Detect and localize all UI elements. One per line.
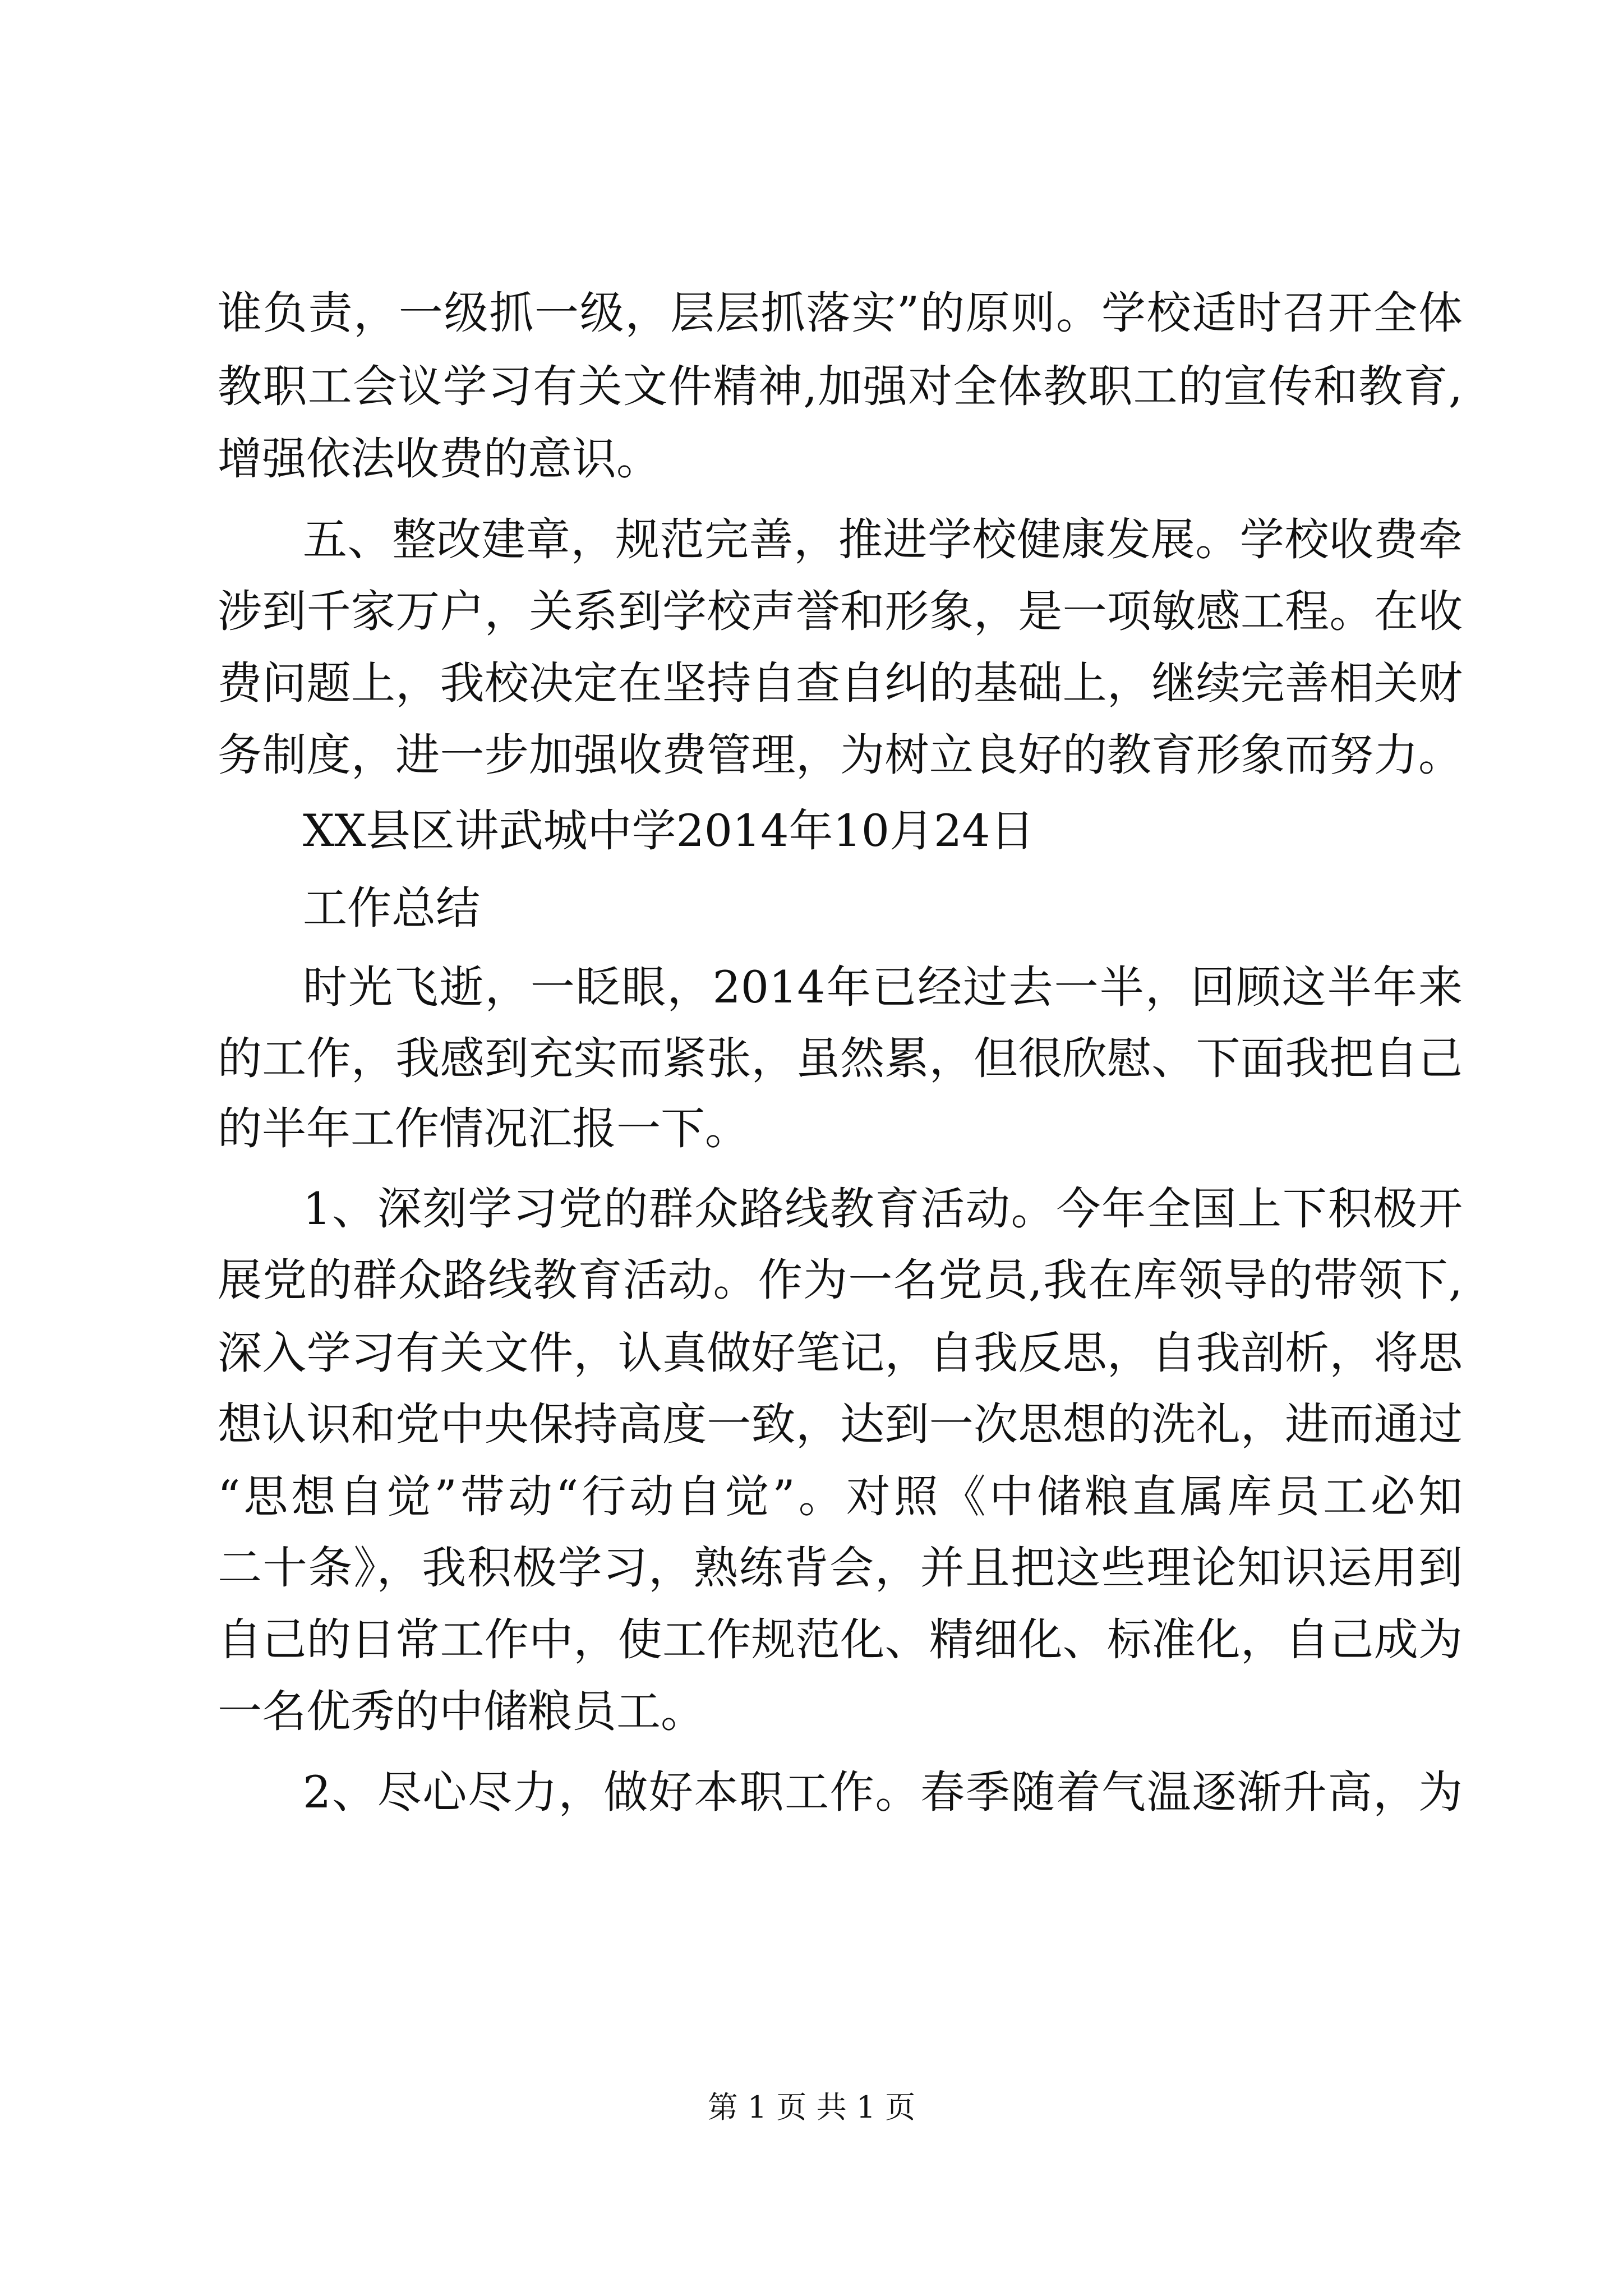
signature-date-line: XX县区讲武城中学2014年10月24日 [303, 805, 1035, 857]
paragraph-line: 五、整改建章，规范完善，推进学校健康发展。学校收费牵 [303, 514, 1463, 565]
page-number-footer: 第 1 页 共 1 页 [707, 2090, 916, 2125]
paragraph-line: 增强依法收费的意识。 [218, 433, 661, 485]
paragraph-line: 展党的群众路线教育活动。作为一名党员,我在库领导的带领下, [218, 1254, 1463, 1306]
paragraph-line: 的半年工作情况汇报一下。 [218, 1103, 749, 1154]
paragraph-line: 一名优秀的中储粮员工。 [218, 1686, 705, 1737]
paragraph-line: 涉到千家万户，关系到学校声誉和形象，是一项敏感工程。在收 [218, 586, 1463, 637]
paragraph-line: 1、深刻学习党的群众路线教育活动。今年全国上下积极开 [303, 1183, 1463, 1235]
paragraph-line: 自己的日常工作中，使工作规范化、精细化、标准化，自己成为 [218, 1614, 1463, 1665]
paragraph-line: 深入学习有关文件，认真做好笔记，自我反思，自我剖析，将思 [218, 1327, 1463, 1379]
paragraph-line: 想认识和党中央保持高度一致，达到一次思想的洗礼，进而通过 [218, 1398, 1463, 1450]
paragraph-line: 二十条》，我积极学习，熟练背会，并且把这些理论知识运用到 [218, 1542, 1463, 1594]
paragraph-line: 时光飞逝，一眨眼，2014年已经过去一半，回顾这半年来 [303, 961, 1463, 1013]
section-title: 工作总结 [303, 882, 480, 934]
paragraph-line: “思想自觉”带动“行动自觉”。对照《中储粮直属库员工必知 [218, 1471, 1463, 1522]
paragraph-line: 2、尽心尽力，做好本职工作。春季随着气温逐渐升高，为 [303, 1766, 1463, 1818]
paragraph-line: 的工作，我感到充实而紧张，虽然累，但很欣慰、下面我把自己 [218, 1033, 1463, 1084]
paragraph-line: 费问题上，我校决定在坚持自查自纠的基础上，继续完善相关财 [218, 657, 1463, 709]
paragraph-line: 谁负责，一级抓一级，层层抓落实”的原则。学校适时召开全体 [218, 287, 1463, 339]
paragraph-line: 教职工会议学习有关文件精神,加强对全体教职工的宣传和教育, [218, 361, 1463, 412]
paragraph-line: 务制度，进一步加强收费管理，为树立良好的教育形象而努力。 [218, 729, 1463, 781]
